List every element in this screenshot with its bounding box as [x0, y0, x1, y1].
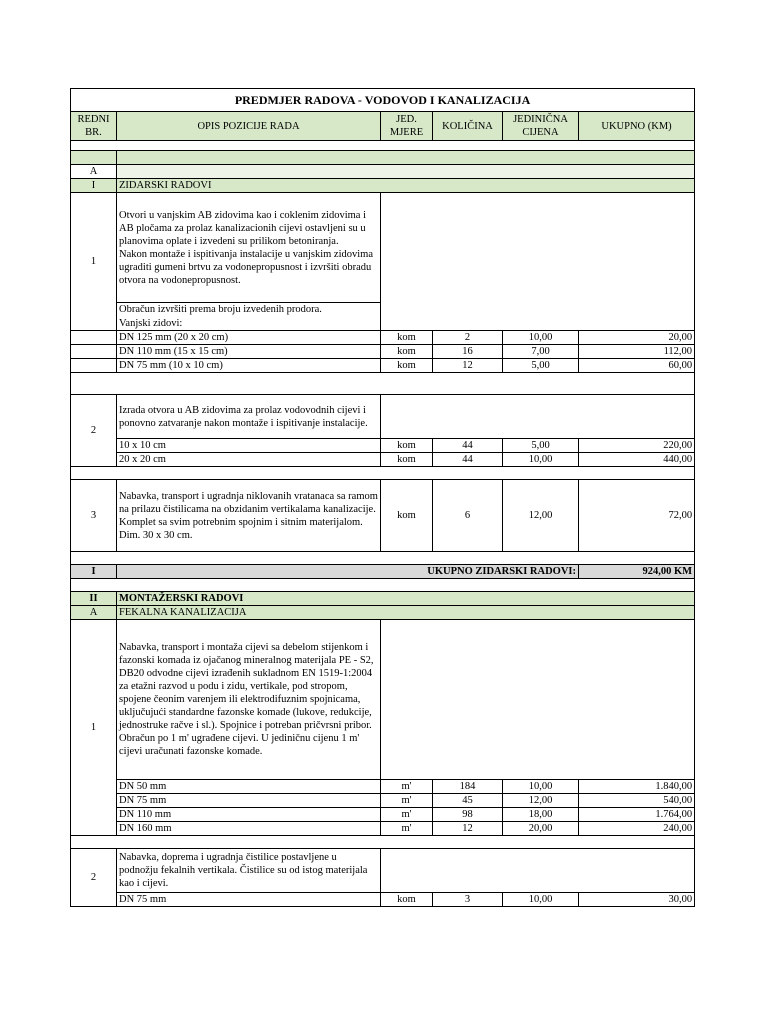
empty-cell — [381, 395, 695, 439]
section-II-label: MONTAŽERSKI RADOVI — [117, 592, 695, 606]
section-II-num: II — [71, 592, 117, 606]
total-I-label: UKUPNO ZIDARSKI RADOVI: — [117, 565, 579, 579]
item-1-num: 1 — [71, 193, 117, 331]
row-qty: 2 — [433, 331, 503, 345]
row-unit: kom — [381, 480, 433, 552]
row-price: 10,00 — [503, 453, 579, 467]
row-qty: 44 — [433, 439, 503, 453]
table-row — [71, 359, 695, 373]
row-qty: 184 — [433, 780, 503, 794]
row-qty: 12 — [433, 822, 503, 836]
row-total: 20,00 — [579, 331, 695, 345]
total-row — [71, 565, 695, 579]
spacer-row — [71, 467, 695, 480]
empty-cell — [71, 359, 117, 373]
table-row — [71, 345, 695, 359]
table-row — [71, 331, 695, 345]
item-II-2-num: 2 — [71, 849, 117, 907]
row-qty: 44 — [433, 453, 503, 467]
row-desc: DN 160 mm — [117, 822, 381, 836]
row-qty: 6 — [433, 480, 503, 552]
empty-cell — [71, 345, 117, 359]
empty-cell — [381, 620, 695, 780]
row-total: 112,00 — [579, 345, 695, 359]
empty-cell — [71, 331, 117, 345]
row-total: 1.840,00 — [579, 780, 695, 794]
row-price: 10,00 — [503, 780, 579, 794]
header-row — [71, 112, 695, 141]
table-row — [71, 439, 695, 453]
item-2-num: 2 — [71, 395, 117, 467]
item-2-description: Izrada otvora u AB zidovima za prolaz vodovodnih cijevi i ponovno zatvaranje nakon montaže i ispitivanje instalacije. — [117, 395, 381, 439]
row-price: 18,00 — [503, 808, 579, 822]
row-unit: kom — [381, 359, 433, 373]
empty-cell — [71, 151, 117, 165]
row-desc: DN 110 mm — [117, 808, 381, 822]
item-II-2-description: Nabavka, doprema i ugradnja čistilice postavljene u podnožju fekalnih vertikala. Čistilice su od istog materijala kao i cijevi. — [117, 849, 381, 893]
item-1-note: Obračun izvršiti prema broju izvedenih prodora. — [117, 303, 381, 317]
table-row — [71, 453, 695, 467]
section-I-num: I — [71, 179, 117, 193]
header-kolicina: KOLIČINA — [433, 112, 503, 141]
item-II-1-num: 1 — [71, 620, 117, 836]
row-desc: DN 75 mm — [117, 893, 381, 907]
row-price: 20,00 — [503, 822, 579, 836]
row-unit: kom — [381, 331, 433, 345]
row-price: 10,00 — [503, 893, 579, 907]
spacer-row — [71, 141, 695, 151]
row-price: 5,00 — [503, 439, 579, 453]
row-unit: kom — [381, 345, 433, 359]
empty-cell — [117, 165, 695, 179]
row-unit: m' — [381, 794, 433, 808]
header-cijena: JEDINIČNA CIJENA — [503, 112, 579, 141]
row-unit: m' — [381, 822, 433, 836]
row-qty: 3 — [433, 893, 503, 907]
header-opis: OPIS POZICIJE RADA — [117, 112, 381, 141]
section-A-num: A — [71, 165, 117, 179]
header-jed: JED. MJERE — [381, 112, 433, 141]
section-IIA-num: A — [71, 606, 117, 620]
row-price: 12,00 — [503, 480, 579, 552]
row-desc: DN 125 mm (20 x 20 cm) — [117, 331, 381, 345]
row-total: 540,00 — [579, 794, 695, 808]
table-row — [71, 893, 695, 907]
item-1-description: Otvori u vanjskim AB zidovima kao i coklenim zidovima i AB pločama za prolaz kanalizacionih cijevi ostavljeni su u planovima oplate i izvedeni su prilikom betoniranja. Nakon montaže i ispitivanja instalacije u vanjskim zidovima ugraditi gumeni brtvu za vodonepropusnost i izvršiti obradu otvora na vodonepropusnost. — [117, 193, 381, 303]
row-price: 5,00 — [503, 359, 579, 373]
row-total: 60,00 — [579, 359, 695, 373]
section-I-label: ZIDARSKI RADOVI — [117, 179, 695, 193]
row-desc: 10 x 10 cm — [117, 439, 381, 453]
row-qty: 45 — [433, 794, 503, 808]
row-total: 72,00 — [579, 480, 695, 552]
document-title: PREDMJER RADOVA - VODOVOD I KANALIZACIJA — [71, 89, 695, 112]
table-row — [71, 480, 695, 552]
item-3-num: 3 — [71, 480, 117, 552]
row-price: 12,00 — [503, 794, 579, 808]
header-redni: REDNI BR. — [71, 112, 117, 141]
row-desc: DN 50 mm — [117, 780, 381, 794]
table-row — [71, 780, 695, 794]
row-unit: kom — [381, 893, 433, 907]
row-unit: m' — [381, 808, 433, 822]
total-I-value: 924,00 KM — [579, 565, 695, 579]
empty-cell — [381, 849, 695, 893]
empty-cell — [117, 151, 695, 165]
bill-of-quantities-table — [70, 88, 695, 907]
row-total: 30,00 — [579, 893, 695, 907]
row-total: 220,00 — [579, 439, 695, 453]
row-unit: m' — [381, 780, 433, 794]
row-qty: 12 — [433, 359, 503, 373]
table-row — [71, 808, 695, 822]
row-total: 440,00 — [579, 453, 695, 467]
empty-cell — [381, 193, 695, 331]
row-desc: 20 x 20 cm — [117, 453, 381, 467]
row-total: 1.764,00 — [579, 808, 695, 822]
total-I-num: I — [71, 565, 117, 579]
row-unit: kom — [381, 453, 433, 467]
item-II-1-description: Nabavka, transport i montaža cijevi sa debelom stijenkom i fazonski komada iz ojačanog mineralnog materijala PE - S2, DB20 odvodne cijevi izrađenih sukladnom EN 1519-1:2004 za etažni razvod u podu i zidu, vertikale, pod stropom, spojene čeonim varenjem ili elektrodifuznim spojnicama, uključujući standardne fazonske komade (lukove, redukcije, jednostruke račve i sl.). Spojnice i potreban pričvrsni pribor. Obračun po 1 m' ugrađene cijevi. U jediničnu cijenu 1 m' cijevi uračunati fazonske komade. — [117, 620, 381, 780]
spacer-row — [71, 552, 695, 565]
table-row — [71, 794, 695, 808]
spacer-row — [71, 579, 695, 592]
header-ukupno: UKUPNO (KM) — [579, 112, 695, 141]
row-total: 240,00 — [579, 822, 695, 836]
row-desc: DN 110 mm (15 x 15 cm) — [117, 345, 381, 359]
row-qty: 98 — [433, 808, 503, 822]
table-row — [71, 822, 695, 836]
section-IIA-label: FEKALNA KANALIZACIJA — [117, 606, 695, 620]
spacer-row — [71, 373, 695, 395]
item-1-subtitle: Vanjski zidovi: — [117, 317, 381, 331]
row-desc: DN 75 mm — [117, 794, 381, 808]
spacer-row — [71, 836, 695, 849]
row-qty: 16 — [433, 345, 503, 359]
row-price: 7,00 — [503, 345, 579, 359]
row-unit: kom — [381, 439, 433, 453]
row-price: 10,00 — [503, 331, 579, 345]
item-3-description: Nabavka, transport i ugradnja niklovanih vratanaca sa ramom na prilazu čistilicama na obzidanim vertikalama kanalizacije. Komplet sa svim potrebnim spojnim i sitnim materijalom. Dim. 30 x 30 cm. — [117, 480, 381, 552]
row-desc: DN 75 mm (10 x 10 cm) — [117, 359, 381, 373]
